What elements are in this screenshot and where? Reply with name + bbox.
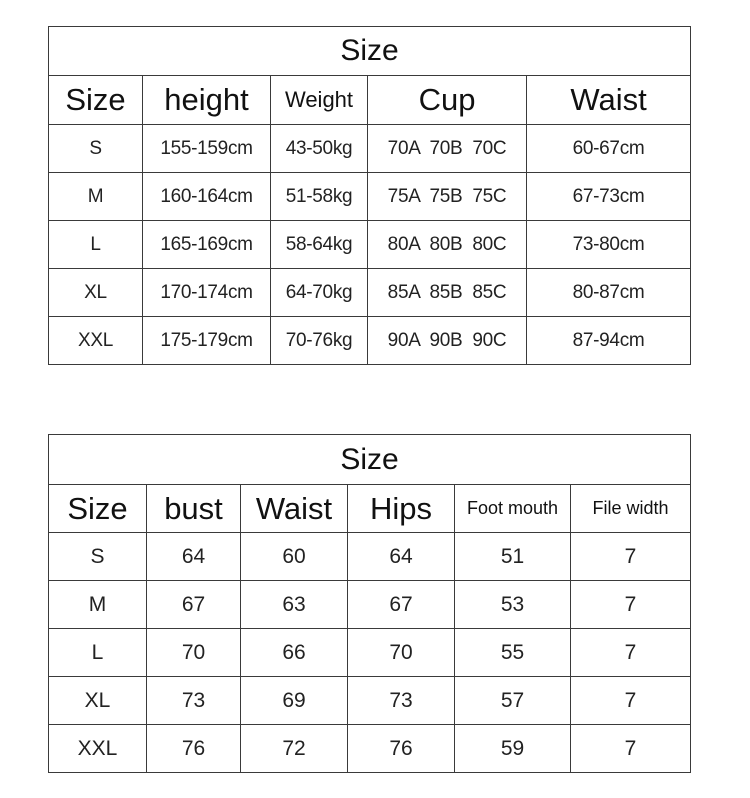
- cell-cup: 75A 75B 75C: [368, 173, 527, 221]
- cell-file-width: 7: [571, 581, 691, 629]
- header-waist: Waist: [241, 485, 348, 533]
- cell-height: 170-174cm: [143, 269, 271, 317]
- cell-size: M: [49, 581, 147, 629]
- header-file-width: File width: [571, 485, 691, 533]
- table-row: [49, 125, 691, 173]
- cell-waist: 80-87cm: [527, 269, 691, 317]
- table-row: [49, 533, 691, 581]
- table-row: [49, 173, 691, 221]
- cell-hips: 73: [348, 677, 455, 725]
- cell-hips: 76: [348, 725, 455, 773]
- cell-file-width: 7: [571, 629, 691, 677]
- table-row: [49, 269, 691, 317]
- cell-file-width: 7: [571, 533, 691, 581]
- cell-waist: 87-94cm: [527, 317, 691, 365]
- cell-cup: 85A 85B 85C: [368, 269, 527, 317]
- table-row: [49, 677, 691, 725]
- cell-size: XXL: [49, 317, 143, 365]
- cell-size: XL: [49, 269, 143, 317]
- cell-waist: 69: [241, 677, 348, 725]
- table-title-row: [49, 435, 691, 485]
- cell-height: 165-169cm: [143, 221, 271, 269]
- cell-bust: 76: [147, 725, 241, 773]
- cell-foot-mouth: 59: [455, 725, 571, 773]
- header-waist: Waist: [527, 76, 691, 125]
- cell-waist: 73-80cm: [527, 221, 691, 269]
- cell-foot-mouth: 51: [455, 533, 571, 581]
- header-row: [49, 76, 691, 125]
- size-table-1: [48, 26, 691, 365]
- cell-bust: 73: [147, 677, 241, 725]
- cell-weight: 58-64kg: [271, 221, 368, 269]
- cell-weight: 70-76kg: [271, 317, 368, 365]
- cell-waist: 67-73cm: [527, 173, 691, 221]
- cell-cup: 70A 70B 70C: [368, 125, 527, 173]
- cell-waist: 60: [241, 533, 348, 581]
- cell-weight: 51-58kg: [271, 173, 368, 221]
- cell-size: XXL: [49, 725, 147, 773]
- cell-size: S: [49, 125, 143, 173]
- cell-height: 160-164cm: [143, 173, 271, 221]
- header-row: [49, 485, 691, 533]
- cell-hips: 64: [348, 533, 455, 581]
- cell-weight: 43-50kg: [271, 125, 368, 173]
- cell-cup: 80A 80B 80C: [368, 221, 527, 269]
- header-weight: Weight: [271, 76, 368, 125]
- table-row: [49, 317, 691, 365]
- table-title: Size: [49, 27, 691, 76]
- cell-hips: 70: [348, 629, 455, 677]
- table-title: Size: [49, 435, 691, 485]
- cell-height: 175-179cm: [143, 317, 271, 365]
- cell-file-width: 7: [571, 677, 691, 725]
- cell-waist: 72: [241, 725, 348, 773]
- cell-cup: 90A 90B 90C: [368, 317, 527, 365]
- table-row: [49, 581, 691, 629]
- cell-waist: 63: [241, 581, 348, 629]
- cell-file-width: 7: [571, 725, 691, 773]
- header-size: Size: [49, 485, 147, 533]
- cell-foot-mouth: 57: [455, 677, 571, 725]
- header-cup: Cup: [368, 76, 527, 125]
- cell-bust: 64: [147, 533, 241, 581]
- cell-waist: 60-67cm: [527, 125, 691, 173]
- cell-bust: 67: [147, 581, 241, 629]
- size-table-2: [48, 434, 691, 773]
- cell-weight: 64-70kg: [271, 269, 368, 317]
- cell-bust: 70: [147, 629, 241, 677]
- cell-height: 155-159cm: [143, 125, 271, 173]
- header-foot-mouth: Foot mouth: [455, 485, 571, 533]
- cell-foot-mouth: 55: [455, 629, 571, 677]
- table-row: [49, 221, 691, 269]
- cell-size: XL: [49, 677, 147, 725]
- header-size: Size: [49, 76, 143, 125]
- cell-waist: 66: [241, 629, 348, 677]
- table-row: [49, 725, 691, 773]
- cell-size: L: [49, 221, 143, 269]
- table-row: [49, 629, 691, 677]
- cell-foot-mouth: 53: [455, 581, 571, 629]
- cell-hips: 67: [348, 581, 455, 629]
- header-bust: bust: [147, 485, 241, 533]
- header-height: height: [143, 76, 271, 125]
- table-title-row: [49, 27, 691, 76]
- cell-size: S: [49, 533, 147, 581]
- cell-size: M: [49, 173, 143, 221]
- header-hips: Hips: [348, 485, 455, 533]
- cell-size: L: [49, 629, 147, 677]
